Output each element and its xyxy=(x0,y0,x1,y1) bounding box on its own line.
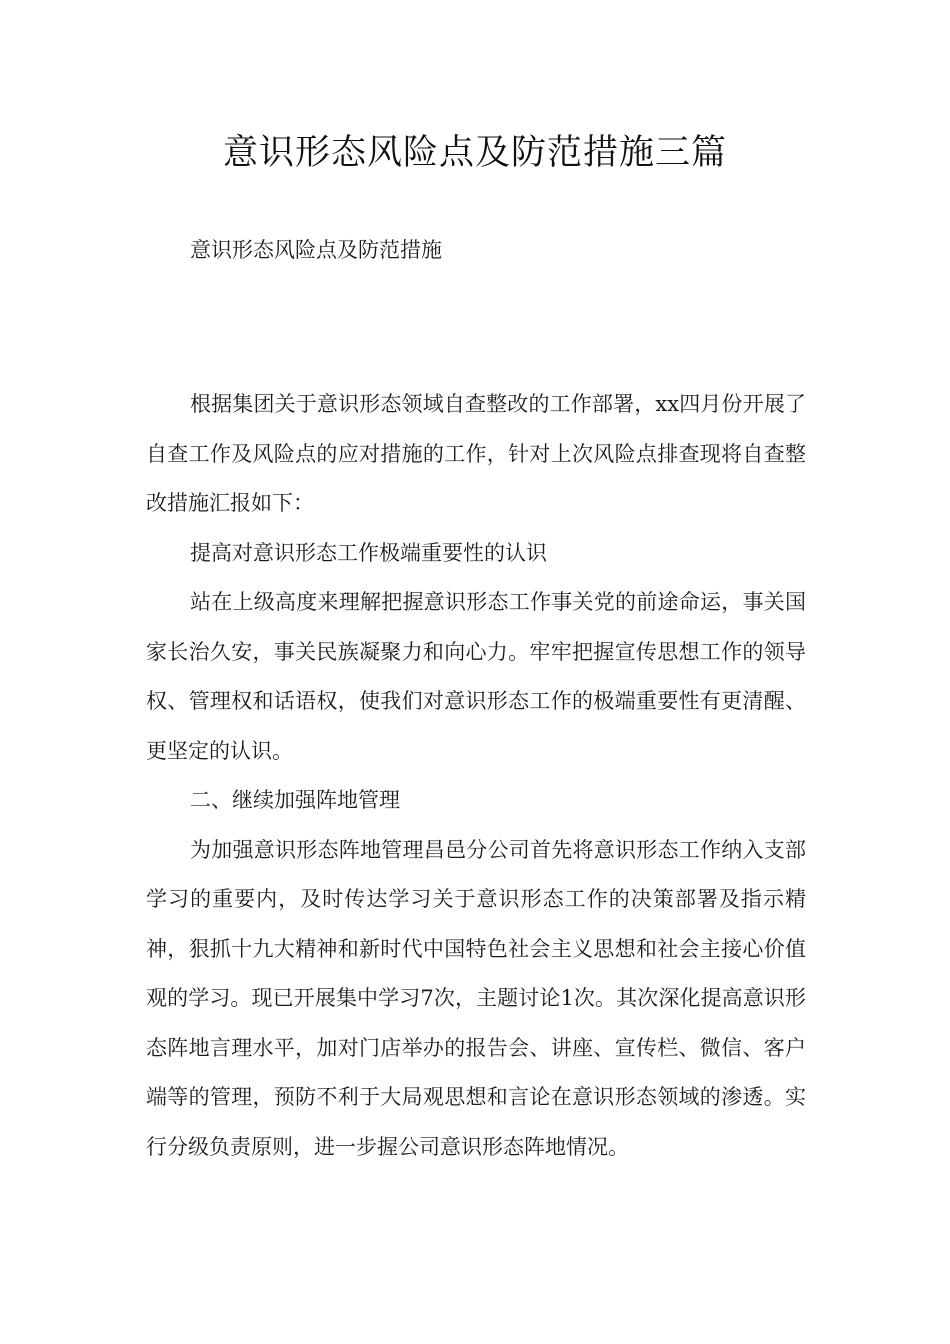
document-title: 意识形态风险点及防范措施三篇 xyxy=(222,133,727,173)
document-body xyxy=(146,380,806,1172)
section-heading-1: 提高对意识形态工作极端重要性的认识 xyxy=(190,540,547,565)
paragraph-2: 为加强意识形态阵地管理昌邑分公司首先将意识形态工作纳入支部学习的重要内，及时传达学习关于意识形态工作的决策部署及指示精神，狠抓十九大精神和新时代中国特色社会主义思想和社会主接心价值观的学习。现已开展集中学习7次，主题讨论1次。其次深化提高意识形态阵地言理水平，加对门店举办的报告会、讲座、宣传栏、微信、客户端等的管理，预防不利于大局观思想和言论在意识形态领域的渗透。实行分级负责原则，进一步握公司意识形态阵地情况。 xyxy=(146,837,806,1159)
paragraph-1: 站在上级高度来理解把握意识形态工作事关党的前途命运，事关国家长治久安，事关民族凝聚力和向心力。牢牢把握宣传思想工作的领导权、管理权和话语权，使我们对意识形态工作的极端重要性有更清醒、更坚定的认识。 xyxy=(146,590,806,763)
section-heading-2: 二、继续加强阵地管理 xyxy=(190,788,400,812)
document-subtitle: 意识形态风险点及防范措施 xyxy=(190,238,442,262)
paragraph-intro: 根据集团关于意识形态领域自查整改的工作部署，xx四月份开展了自查工作及风险点的应对措施的工作，针对上次风险点排查现将自查整改措施汇报如下： xyxy=(146,392,806,515)
